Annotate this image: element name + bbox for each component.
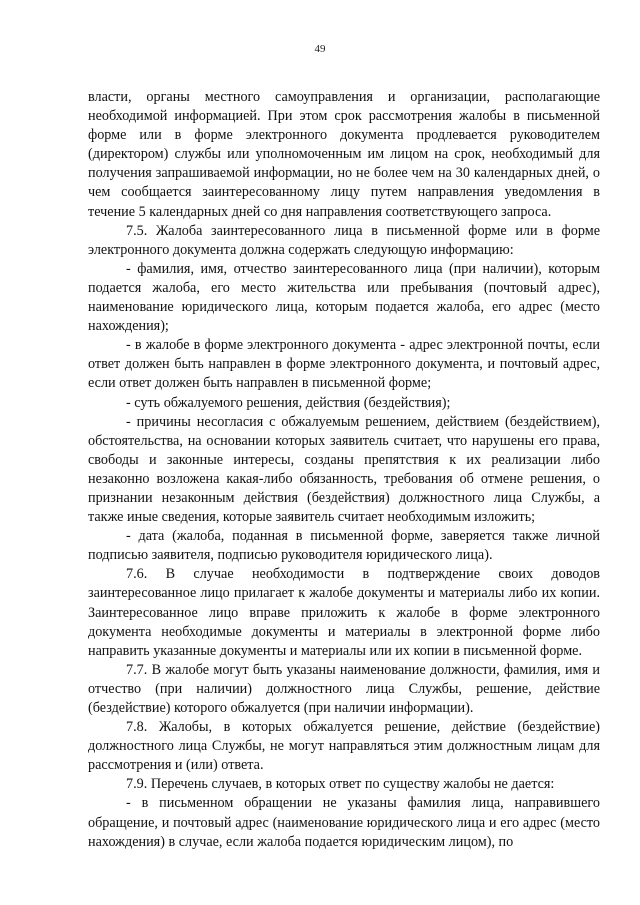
list-item-no-name: - в письменном обращении не указаны фамилия лица, направившего обращение, и почтовый адрес (наименование юридического лица и его адрес (место нахождения) в случае, если жалоба подается юридическим лицом), по bbox=[88, 795, 600, 850]
page-number: 49 bbox=[314, 43, 326, 55]
list-item-decision: - суть обжалуемого решения, действия (бездействия); bbox=[126, 394, 451, 411]
paragraph-7-8: 7.8. Жалобы, в которых обжалуется решение, действие (бездействие) должностного лица Службы, не могут направляться этим должностным лицам для рассмотрения и (или) ответа. bbox=[88, 719, 600, 774]
paragraph-continuation: власти, органы местного самоуправления и организации, располагающие необходимой информацией. При этом срок рассмотрения жалобы в письменной форме или в форме электронного документа продлевается руководителем (директором) службы или уполномоченным им лицом на срок, необходимый для получения запрашиваемой информации, но не более чем на 30 календарных дней, о чем сообщается заинтересованному лицу путем направления уведомления в течение 5 календарных дней со дня направления соответствующего запроса. bbox=[88, 89, 600, 220]
paragraph-7-6: 7.6. В случае необходимости в подтверждение своих доводов заинтересованное лицо прилагает к жалобе документы и материалы либо их копии. Заинтересованное лицо вправе приложить к жалобе в форме электронного документа необходимые документы и материалы в электронной форме либо направить указанные документы и материалы или их копии в письменной форме. bbox=[88, 566, 600, 659]
paragraph-7-7: 7.7. В жалобе могут быть указаны наименование должности, фамилия, имя и отчество (при наличии) должностного лица Службы, решение, действие (бездействие) которого обжалуется (при наличии информации). bbox=[88, 661, 600, 716]
body-text bbox=[88, 88, 600, 852]
list-item-date: - дата (жалоба, поданная в письменной форме, заверяется также личной подписью заявителя, подписью руководителя юридического лица). bbox=[88, 528, 600, 564]
paragraph-7-5: 7.5. Жалоба заинтересованного лица в письменной форме или в форме электронного документа должна содержать следующую информацию: bbox=[88, 222, 600, 258]
list-item-email: - в жалобе в форме электронного документа - адрес электронной почты, если ответ должен быть направлен в форме электронного документа, и почтовый адрес, если ответ должен быть направлен в письменной форме; bbox=[88, 337, 600, 392]
paragraph-7-9: 7.9. Перечень случаев, в которых ответ по существу жалобы не дается: bbox=[126, 776, 555, 793]
list-item-reasons: - причины несогласия с обжалуемым решением, действием (бездействием), обстоятельства, на основании которых заявитель считает, что нарушены его права, свободы и законные интересы, созданы препятствия к их реализации либо незаконно возложена какая-либо обязанность, требования об отмене решения, о признании незаконным действия (бездействия) должностного лица Службы, а также иные сведения, которые заявитель считает необходимым изложить; bbox=[88, 413, 600, 526]
list-item-name: - фамилия, имя, отчество заинтересованного лица (при наличии), которым подается жалоба, его место жительства или пребывания (почтовый адрес), наименование юридического лица, которым подается жалоба, его адрес (место нахождения); bbox=[88, 260, 600, 335]
